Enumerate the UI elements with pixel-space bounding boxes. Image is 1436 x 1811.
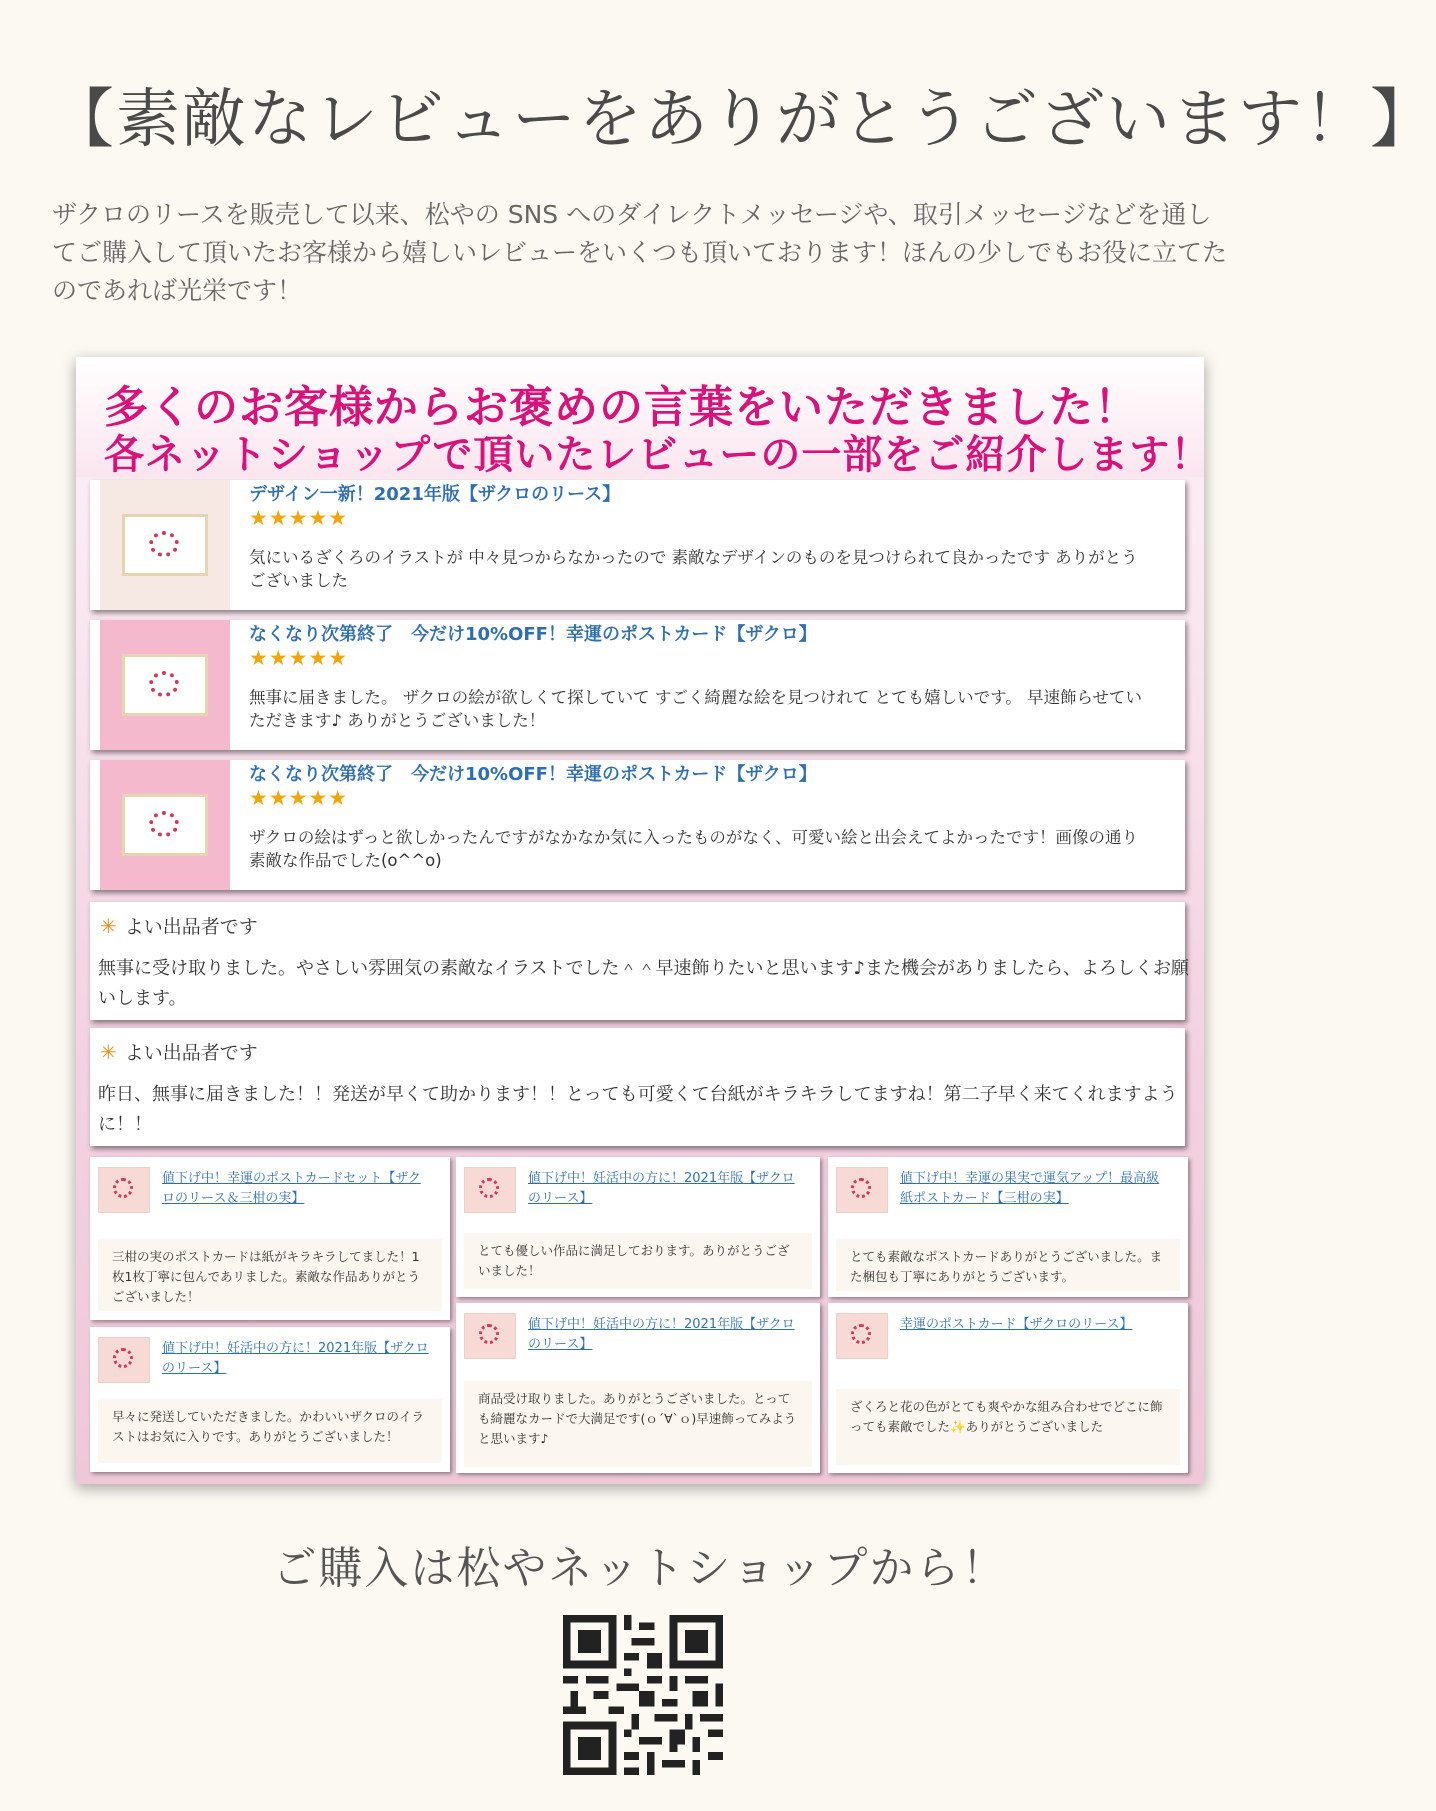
product-title-link[interactable]: 値下げ中！妊活中の方に！2021年版【ザクロのリース】 [162, 1341, 429, 1376]
wreath-icon [113, 1178, 133, 1198]
review-text: 商品受け取りました。ありがとうございました。とっても綺麗なカードで大満足です(ｏ´∀`ｏ)早速飾ってみようと思います♪ [464, 1381, 812, 1467]
review-heading: よい出品者です [124, 1042, 258, 1064]
panel-heading-1: 多くのお客様からお褒めの言葉をいただきました！ [104, 382, 1139, 433]
wreath-icon [149, 531, 179, 557]
reviews-panel [76, 357, 1212, 1484]
wreath-icon [149, 811, 179, 837]
product-title-link[interactable]: 値下げ中！妊活中の方に！2021年版【ザクロのリース】 [528, 1171, 795, 1206]
panel-heading-2: 各ネットショップで頂いたレビューの一部をご紹介します！ [104, 432, 1212, 478]
star-rating: ★★★★★ [249, 506, 349, 530]
wreath-icon [479, 1324, 499, 1344]
mini-review-card [90, 1157, 450, 1320]
mini-review-card [456, 1157, 820, 1297]
product-thumbnail [100, 480, 230, 610]
wreath-icon [851, 1324, 871, 1344]
review-text: ザクロの絵はずっと欲しかったんですがなかなか気に入ったものがなく、可愛い絵と出会えてよかったです！画像の通り素敵な作品でした(o^^o) [249, 828, 1139, 870]
review-card [90, 480, 1185, 610]
product-title-link[interactable]: 値下げ中！幸運の果実で運気アップ！最高級紙ポストカード【三柑の実】 [900, 1171, 1160, 1206]
review-text: 無事に受け取りました。やさしい雰囲気の素敵なイラストでした＾＾早速飾りたいと思います♪また機会がありましたら、よろしくお願いします。 [98, 958, 1189, 1009]
product-thumbnail [100, 620, 230, 750]
wreath-icon [851, 1178, 871, 1198]
product-thumbnail [100, 760, 230, 890]
seller-review-card [90, 1028, 1185, 1146]
wreath-icon [479, 1178, 499, 1198]
frame-image [122, 794, 208, 856]
product-thumbnail [836, 1313, 888, 1359]
review-heading: よい出品者です [124, 916, 258, 938]
review-text: 無事に届きました。 ザクロの絵が欲しくて探していて すごく綺麗な絵を見つけれて とても嬉しいです。 早速飾らせていただきます♪ ありがとうございました！ [249, 688, 1143, 730]
review-text: 早々に発送していただきました。かわいいザクロのイラストはお気に入りです。ありがとうございました！ [98, 1399, 442, 1463]
review-text: とても優しい作品に満足しております。ありがとうございました！ [464, 1233, 812, 1289]
product-title-link[interactable]: 値下げ中！妊活中の方に！2021年版【ザクロのリース】 [528, 1317, 795, 1352]
mini-review-card [828, 1303, 1188, 1473]
wreath-icon [113, 1348, 133, 1368]
qr-code-icon[interactable] [563, 1615, 723, 1775]
wreath-icon [149, 671, 179, 697]
product-title-link[interactable]: なくなり次第終了 今だけ10%OFF！幸運のポストカード【ザクロ】 [249, 764, 817, 785]
sun-icon: ✳ [100, 914, 117, 938]
review-text: とても素敵なポストカードありがとうございました。また梱包も丁寧にありがとうございます。 [836, 1239, 1180, 1291]
intro-paragraph: ザクロのリースを販売して以来、松やの SNS へのダイレクトメッセージや、取引メッセージなどを通してご購入して頂いたお客様から嬉しいレビューをいくつも頂いております！ほんの少しでもお役に立てたのであれば光栄です！ [52, 200, 1228, 305]
seller-review-card [90, 902, 1189, 1020]
product-title-link[interactable]: なくなり次第終了 今だけ10%OFF！幸運のポストカード【ザクロ】 [249, 624, 817, 645]
product-thumbnail [98, 1337, 150, 1383]
star-rating: ★★★★★ [249, 786, 349, 810]
frame-image [122, 654, 208, 716]
product-thumbnail [464, 1167, 516, 1213]
product-title-link[interactable]: 値下げ中！幸運のポストカードセット【ザクロのリース＆三柑の実】 [162, 1171, 421, 1206]
sun-icon: ✳ [100, 1040, 117, 1064]
review-card [90, 620, 1185, 750]
mini-review-card [90, 1327, 450, 1472]
frame-image [122, 514, 208, 576]
product-thumbnail [464, 1313, 516, 1359]
mini-review-card [456, 1303, 820, 1473]
review-text: 三柑の実のポストカードは紙がキラキラしてました！1枚1枚丁寧に包んであリました。素敵な作品ありがとうございました！ [98, 1239, 442, 1311]
product-thumbnail [836, 1167, 888, 1213]
mini-review-card [828, 1157, 1188, 1297]
purchase-cta: ご購入は松やネットショップから！ [272, 1543, 1008, 1594]
panel-header [76, 357, 1212, 478]
page-title: 【素敵なレビューをありがとうございます！】 [50, 83, 1436, 157]
product-title-link[interactable]: 幸運のポストカード【ザクロのリース】 [900, 1317, 1133, 1332]
review-text: ざくろと花の色がとても爽やかな組み合わせでどこに飾っても素敵でした✨ありがとうございました [836, 1389, 1180, 1465]
product-thumbnail [98, 1167, 150, 1213]
review-text: 昨日、無事に届きました！！発送が早くて助かります！！とっても可愛くて台紙がキラキラしてますね！第二子早く来てくれますように！！ [98, 1084, 1178, 1135]
review-text: 気にいるざくろのイラストが 中々見つからなかったので 素敵なデザインのものを見つけられて良かったです ありがとうございました [249, 548, 1138, 590]
star-rating: ★★★★★ [249, 646, 349, 670]
product-title-link[interactable]: デザイン一新！2021年版【ザクロのリース】 [249, 484, 621, 505]
review-card [90, 760, 1185, 890]
